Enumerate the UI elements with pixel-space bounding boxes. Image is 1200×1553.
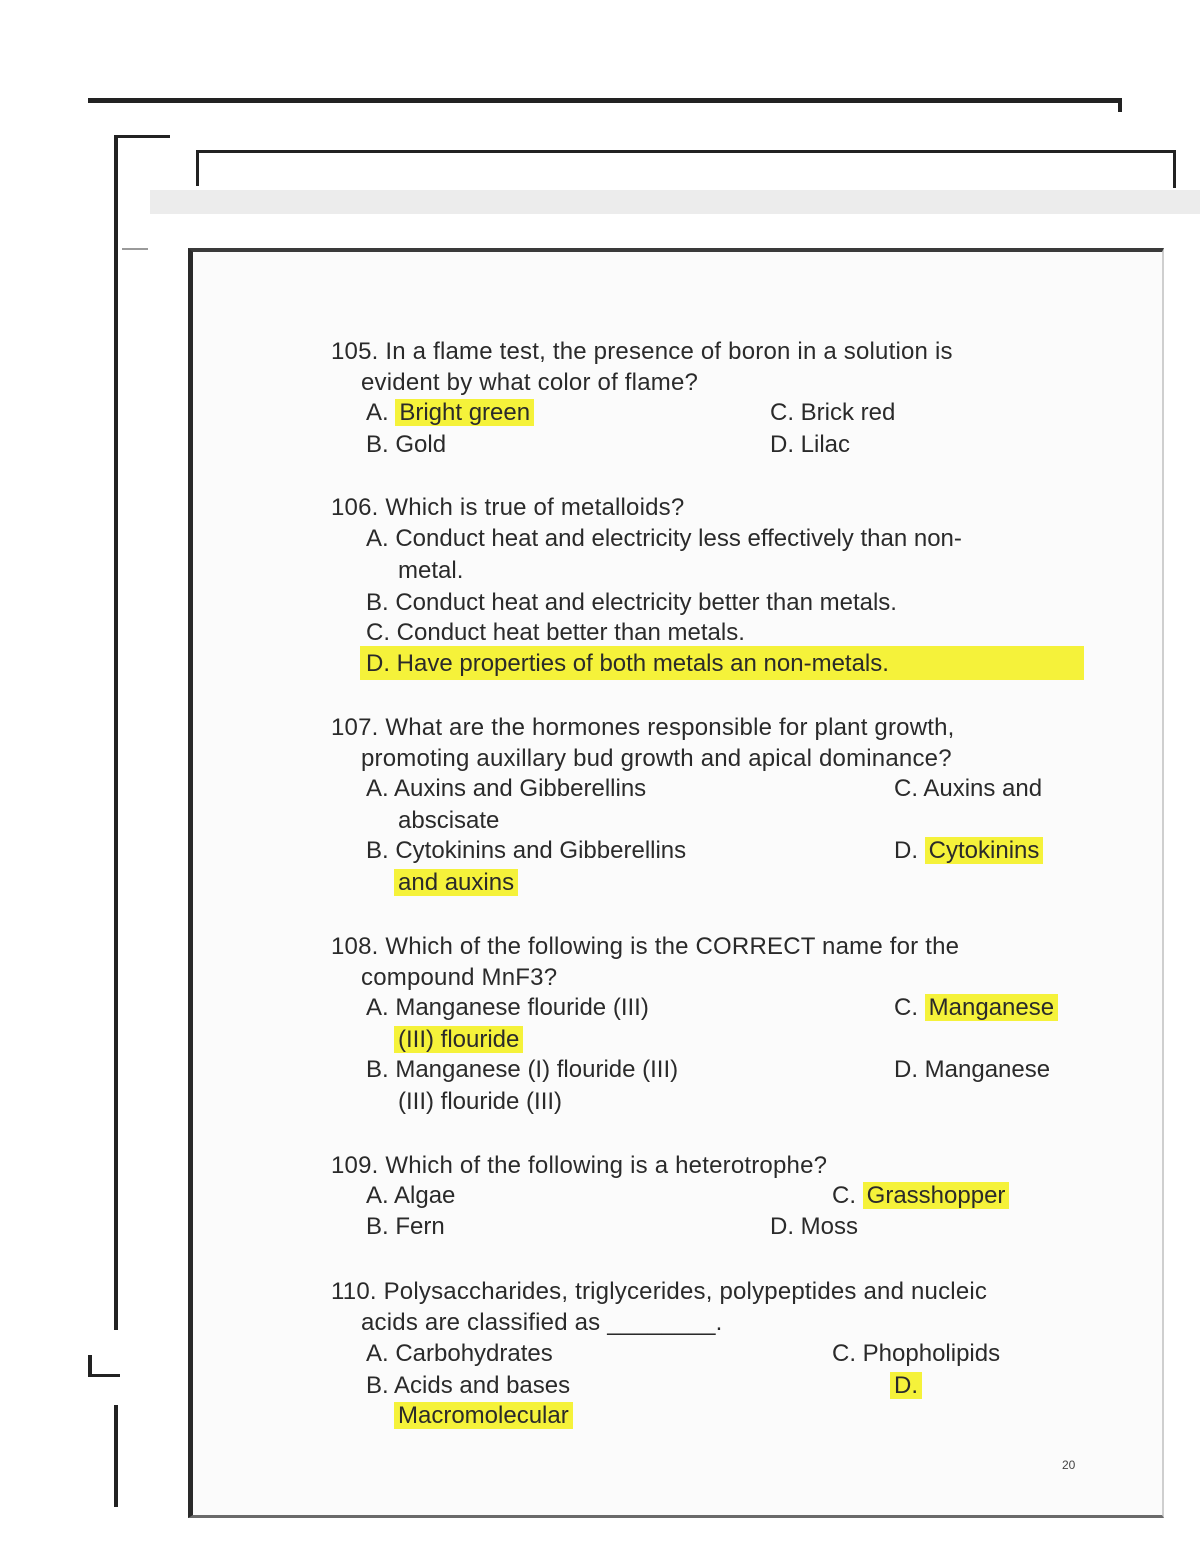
answer-highlight: Grasshopper <box>863 1182 1010 1209</box>
question-110-stem-1: 110. Polysaccharides, triglycerides, polypeptides and nucleic <box>331 1278 988 1305</box>
left-frame-top <box>114 135 170 138</box>
question-107-stem-1: 107. What are the hormones responsible for plant growth, <box>331 714 955 741</box>
question-106-option-b: B. Conduct heat and electricity better than metals. <box>366 589 897 616</box>
question-107-option-c: C. Auxins and <box>894 775 1043 802</box>
question-109-stem-1: 109. Which of the following is a heterotrophe? <box>331 1152 828 1179</box>
question-106-option-c: C. Conduct heat better than metals. <box>366 619 745 646</box>
question-108-option-a: A. Manganese flouride (III) <box>366 994 649 1021</box>
question-105 <box>331 336 953 398</box>
question-106-option-a-cont: metal. <box>398 557 464 584</box>
left-frame-line <box>114 135 118 1330</box>
question-110-stem-2: acids are classified as ________. <box>361 1309 723 1336</box>
question-108-option-c: C. Manganese <box>894 994 1058 1022</box>
question-108 <box>331 931 959 993</box>
question-107-option-a: A. Auxins and Gibberellins <box>366 775 647 802</box>
page-number: 20 <box>1062 1458 1076 1472</box>
answer-highlight: Manganese <box>925 994 1058 1021</box>
question-110-option-a: A. Carbohydrates <box>366 1340 553 1367</box>
top-frame-line <box>88 98 1122 103</box>
question-109-option-a: A. Algae <box>366 1182 456 1209</box>
question-108-stem-1: 108. Which of the following is the CORRECT name for the <box>331 933 960 960</box>
question-107-option-d: D. Cytokinins <box>894 837 1043 865</box>
answer-highlight: Cytokinins <box>925 837 1044 864</box>
question-105-option-c: C. Brick red <box>770 399 896 426</box>
question-107-stem-2: promoting auxillary bud growth and apical dominance? <box>361 745 952 772</box>
question-108-option-d: D. Manganese <box>894 1056 1051 1083</box>
question-110-option-c: C. Phopholipids <box>832 1340 1001 1367</box>
question-106 <box>331 492 684 523</box>
answer-highlight: and auxins <box>394 869 518 896</box>
question-105-option-b: B. Gold <box>366 431 447 458</box>
question-108-stem-2: compound MnF3? <box>361 964 558 991</box>
answer-highlight: Bright green <box>395 399 534 426</box>
question-105-option-d: D. Lilac <box>770 431 851 458</box>
question-107 <box>331 712 955 774</box>
question-110-option-b: B. Acids and bases <box>366 1372 571 1399</box>
answer-highlight: (III) flouride <box>394 1026 523 1053</box>
small-dash <box>122 248 148 250</box>
answer-highlight: Macromolecular <box>394 1402 573 1429</box>
question-108-option-a-cont <box>394 1026 523 1054</box>
question-106-stem-1: 106. Which is true of metalloids? <box>331 494 685 521</box>
question-108-option-b: B. Manganese (I) flouride (III) <box>366 1056 679 1083</box>
overlapping-sheet-band <box>150 190 1200 214</box>
second-sheet-left <box>196 150 199 186</box>
question-109-option-c: C. Grasshopper <box>832 1182 1009 1210</box>
top-frame-tick <box>1118 98 1122 112</box>
question-106-option-d: D. Have properties of both metals an non-metals. <box>366 650 889 677</box>
question-105-option-a: A. Bright green <box>366 399 534 427</box>
question-110-option-b-cont <box>394 1402 573 1430</box>
question-109-option-d: D. Moss <box>770 1213 859 1240</box>
second-sheet-top <box>196 150 1176 153</box>
question-110-option-d <box>890 1372 922 1400</box>
question-105-stem-1: 105. In a flame test, the presence of boron in a solution is <box>331 338 953 365</box>
question-109 <box>331 1150 827 1181</box>
question-110 <box>331 1276 987 1338</box>
question-108-option-b-cont: (III) flouride (III) <box>398 1088 563 1115</box>
question-105-stem-2: evident by what color of flame? <box>361 369 699 396</box>
question-109-option-b: B. Fern <box>366 1213 445 1240</box>
question-106-option-a: A. Conduct heat and electricity less effectively than non- <box>366 525 962 552</box>
second-sheet-right <box>1173 150 1176 188</box>
question-107-option-b-cont <box>394 869 518 897</box>
left-frame-foot-h <box>88 1374 120 1377</box>
answer-highlight: D. <box>890 1372 922 1399</box>
left-lower-line <box>114 1405 118 1507</box>
question-107-option-b: B. Cytokinins and Gibberellins <box>366 837 687 864</box>
question-107-option-a-cont: abscisate <box>398 807 500 834</box>
